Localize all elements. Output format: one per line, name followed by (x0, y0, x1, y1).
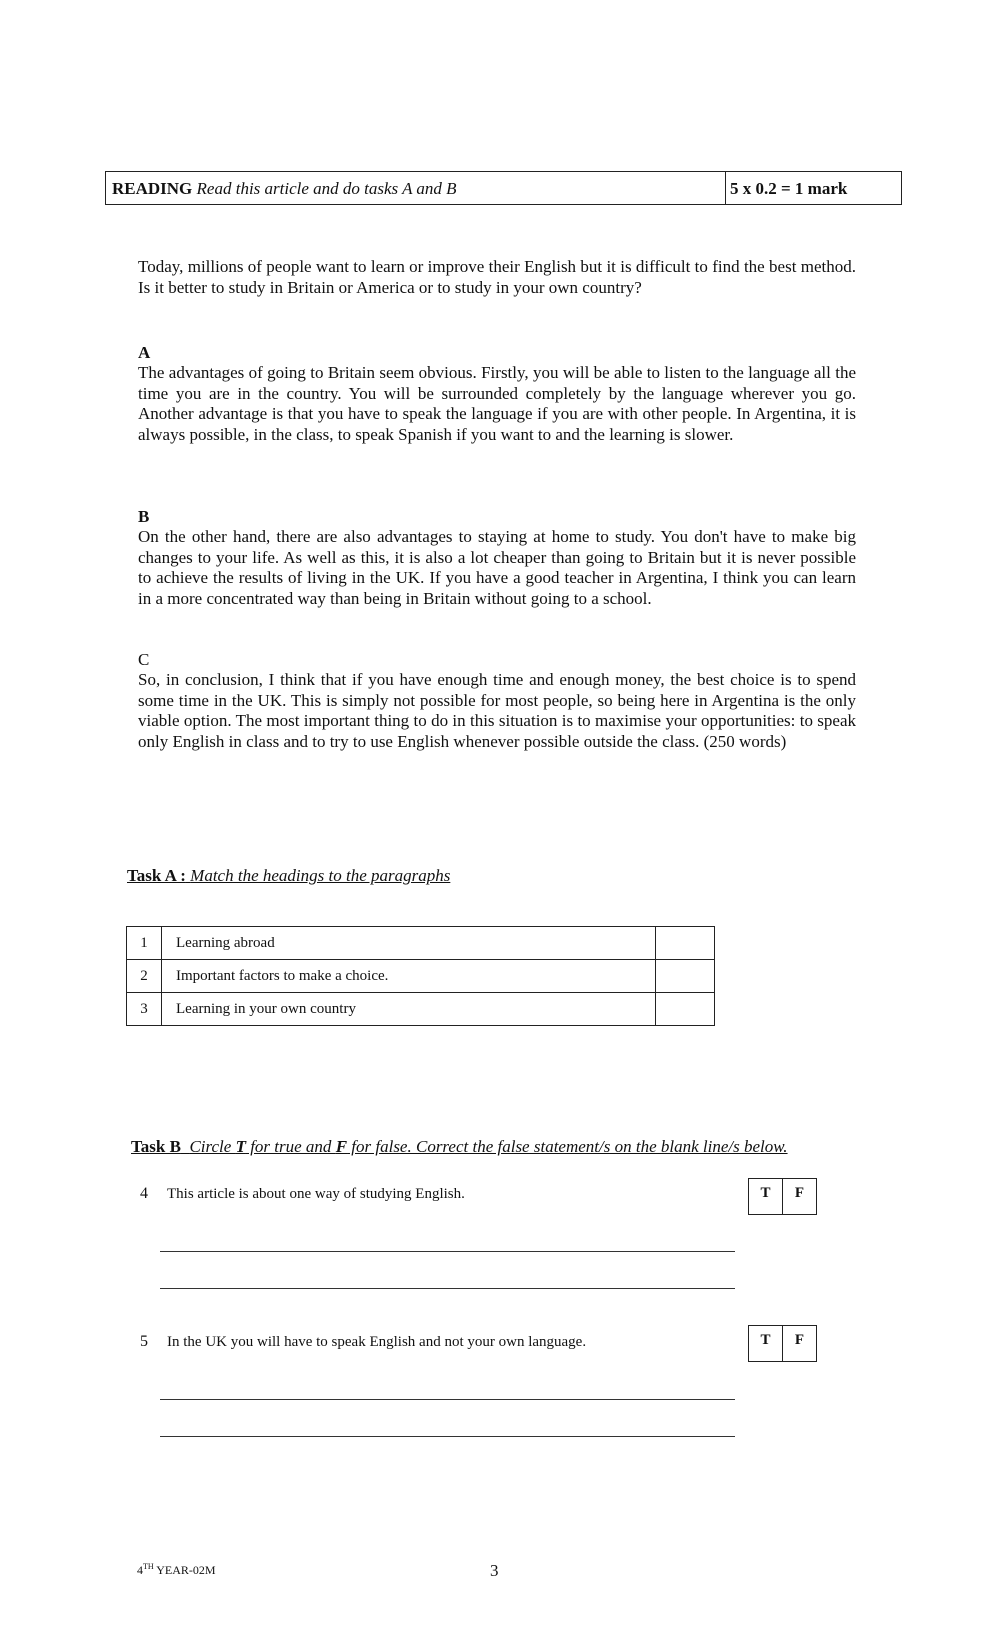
paragraph-b-label: B (138, 507, 150, 526)
instr-part: for false. Correct the false statement/s on the blank line/s below. (347, 1137, 788, 1156)
answer-line[interactable] (160, 1399, 735, 1400)
code-suffix: YEAR-02M (153, 1563, 216, 1577)
reading-instruction-cell (106, 172, 726, 204)
true-false-box (748, 1325, 817, 1362)
row-number: 1 (127, 927, 162, 960)
task-a-table (126, 926, 715, 1026)
question-number: 4 (140, 1185, 148, 1202)
task-b-instruction (189, 1137, 787, 1156)
row-heading: Important factors to make a choice. (162, 960, 656, 993)
page-number: 3 (490, 1561, 499, 1580)
instr-true: T (235, 1137, 246, 1156)
answer-cell[interactable] (656, 927, 715, 960)
paragraph-a-text: The advantages of going to Britain seem obvious. Firstly, you will be able to listen to the language all the time you are in the country. You will be surrounded completely by the language wherever you go. Another advantage is that you have to speak the language if you are with other people. In Argentina, it is always possible, in the class, to speak Spanish if you want to and the learning is slower. (138, 363, 856, 445)
question-text: This article is about one way of studying English. (167, 1186, 465, 1202)
row-number: 2 (127, 960, 162, 993)
code-prefix: 4 (137, 1563, 143, 1577)
paragraph-c-text: So, in conclusion, I think that if you have enough time and enough money, the best choice is to spend some time in the UK. This is simply not possible for most people, so being here in Argentina is the only viable option. The most important thing to do in this situation is to maximise your opportunities: to speak only English in class and to try to use English whenever possible outside the class. (250 words) (138, 670, 856, 752)
answer-line[interactable] (160, 1288, 735, 1289)
task-b-title (131, 1137, 788, 1157)
table-row (127, 927, 715, 960)
question-text: In the UK you will have to speak English and not your own language. (167, 1334, 587, 1350)
marks-cell: 5 x 0.2 = 1 mark (730, 179, 848, 198)
reading-header-box (105, 171, 902, 205)
row-number: 3 (127, 993, 162, 1026)
task-a-instruction: Match the headings to the paragraphs (190, 866, 451, 885)
paragraph-b-text: On the other hand, there are also advantages to staying at home to study. You don't have to make big changes to your life. As well as this, it is also a lot cheaper than going to Britain but it is never possible to achieve the results of living in the UK. If you have a good teacher in Argentina, I think you can learn in a more concentrated way than being in Britain without going to a school. (138, 527, 856, 609)
answer-line[interactable] (160, 1251, 735, 1252)
section-title: READING (112, 179, 193, 198)
code-sup: TH (143, 1562, 154, 1571)
false-option[interactable]: F (794, 1332, 805, 1348)
row-heading: Learning in your own country (162, 993, 656, 1026)
true-false-box (748, 1178, 817, 1215)
instr-part: for true and (245, 1137, 336, 1156)
footer-course-code (137, 1562, 216, 1578)
answer-cell[interactable] (656, 993, 715, 1026)
task-a-label: Task A : (127, 866, 186, 885)
true-option[interactable]: T (749, 1179, 783, 1214)
table-row (127, 993, 715, 1026)
answer-line[interactable] (160, 1436, 735, 1437)
paragraph-a-label: A (138, 343, 151, 362)
true-option[interactable]: T (749, 1326, 783, 1361)
task-a-title (127, 866, 450, 886)
false-option[interactable]: F (794, 1185, 805, 1201)
task-b-label: Task B (131, 1137, 181, 1156)
answer-cell[interactable] (656, 960, 715, 993)
table-row (127, 960, 715, 993)
article-intro: Today, millions of people want to learn or improve their English but it is difficult to find the best method. Is it better to study in Britain or America or to study in your own country? (138, 257, 856, 297)
question-number: 5 (140, 1333, 148, 1350)
paragraph-c-label: C (138, 650, 150, 669)
section-instruction: Read this article and do tasks A and B (196, 179, 457, 198)
row-heading: Learning abroad (162, 927, 656, 960)
instr-part: Circle (189, 1137, 236, 1156)
instr-false: F (335, 1137, 348, 1156)
